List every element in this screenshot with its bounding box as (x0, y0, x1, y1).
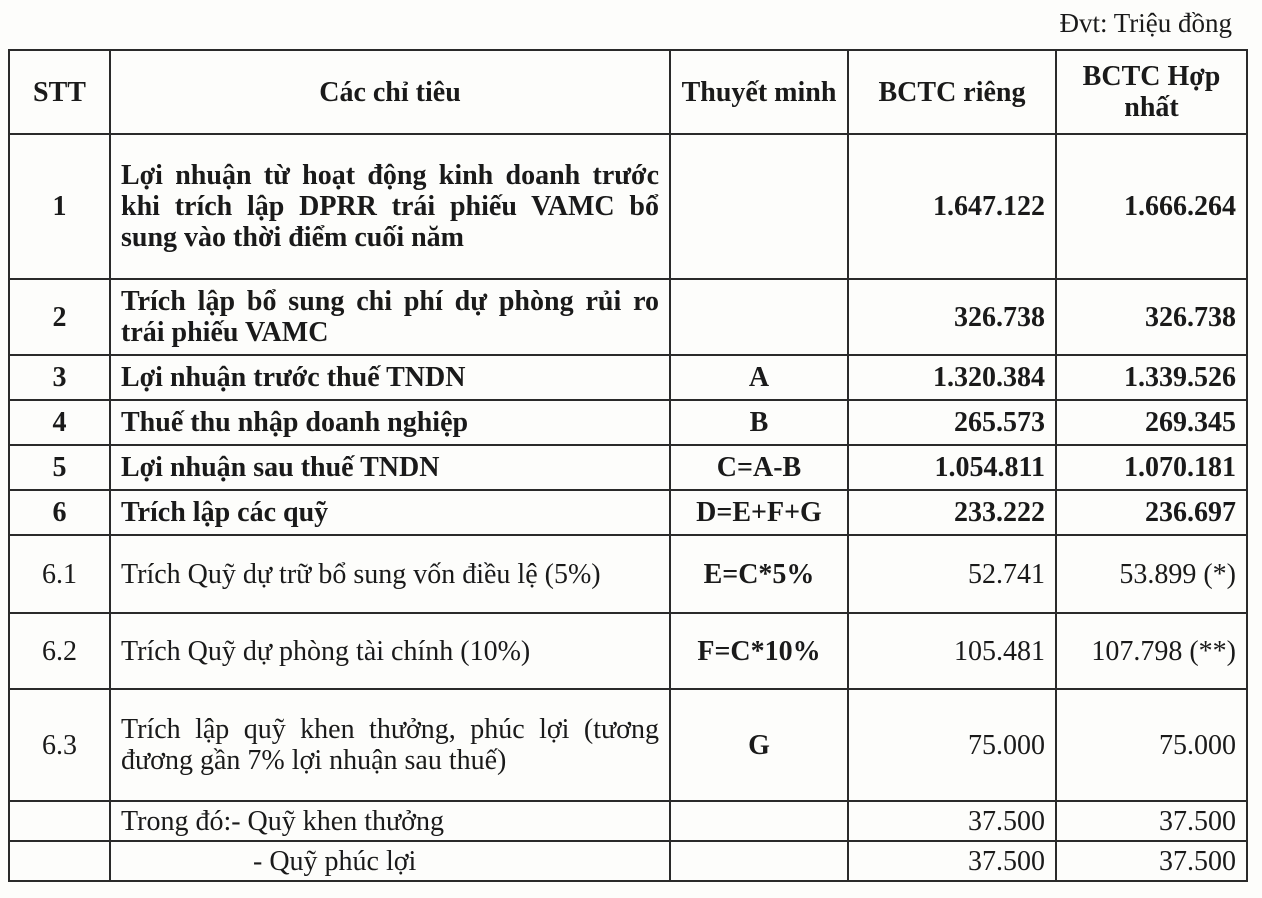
table-row (9, 841, 1247, 881)
row-note: B (670, 400, 848, 445)
row-consolidated: 269.345 (1056, 400, 1247, 445)
profit-distribution-table (8, 49, 1248, 882)
row-stt: 2 (9, 279, 110, 355)
table-row (9, 134, 1247, 279)
row-criteria: - Quỹ phúc lợi (110, 841, 670, 881)
row-criteria: Trích lập bổ sung chi phí dự phòng rủi ro trái phiếu VAMC (110, 279, 670, 355)
row-note (670, 279, 848, 355)
row-criteria: Lợi nhuận trước thuế TNDN (110, 355, 670, 400)
row-note: A (670, 355, 848, 400)
header-consolidated: BCTC Hợp nhất (1056, 50, 1247, 134)
table-row (9, 689, 1247, 801)
row-stt: 6.1 (9, 535, 110, 613)
row-separate: 105.481 (848, 613, 1056, 689)
row-stt: 6 (9, 490, 110, 535)
row-criteria: Trích lập quỹ khen thưởng, phúc lợi (tương đương gần 7% lợi nhuận sau thuế) (110, 689, 670, 801)
table-row (9, 400, 1247, 445)
row-criteria: Trong đó:- Quỹ khen thưởng (110, 801, 670, 841)
row-separate: 1.647.122 (848, 134, 1056, 279)
row-note (670, 801, 848, 841)
row-separate: 75.000 (848, 689, 1056, 801)
table-row (9, 279, 1247, 355)
unit-label: Đvt: Triệu đồng (1059, 8, 1232, 38)
table-row (9, 613, 1247, 689)
row-stt: 3 (9, 355, 110, 400)
row-separate: 326.738 (848, 279, 1056, 355)
row-separate: 52.741 (848, 535, 1056, 613)
row-criteria: Thuế thu nhập doanh nghiệp (110, 400, 670, 445)
row-consolidated: 53.899 (*) (1056, 535, 1247, 613)
table-row (9, 535, 1247, 613)
row-note (670, 841, 848, 881)
table-row (9, 355, 1247, 400)
row-stt: 1 (9, 134, 110, 279)
row-consolidated: 107.798 (**) (1056, 613, 1247, 689)
row-stt (9, 841, 110, 881)
row-criteria: Lợi nhuận sau thuế TNDN (110, 445, 670, 490)
row-criteria: Trích lập các quỹ (110, 490, 670, 535)
row-note (670, 134, 848, 279)
row-separate: 1.320.384 (848, 355, 1056, 400)
row-stt (9, 801, 110, 841)
row-stt: 5 (9, 445, 110, 490)
row-note: F=C*10% (670, 613, 848, 689)
table-row (9, 801, 1247, 841)
row-consolidated: 1.339.526 (1056, 355, 1247, 400)
table-row (9, 490, 1247, 535)
row-criteria: Lợi nhuận từ hoạt động kinh doanh trước khi trích lập DPRR trái phiếu VAMC bổ sung vào thời điểm cuối năm (110, 134, 670, 279)
row-consolidated: 236.697 (1056, 490, 1247, 535)
row-separate: 37.500 (848, 841, 1056, 881)
row-consolidated: 37.500 (1056, 801, 1247, 841)
row-stt: 6.2 (9, 613, 110, 689)
row-separate: 233.222 (848, 490, 1056, 535)
table-header-row (9, 50, 1247, 134)
header-separate: BCTC riêng (848, 50, 1056, 134)
row-note: E=C*5% (670, 535, 848, 613)
row-stt: 6.3 (9, 689, 110, 801)
row-separate: 37.500 (848, 801, 1056, 841)
row-separate: 1.054.811 (848, 445, 1056, 490)
row-note: G (670, 689, 848, 801)
row-criteria: Trích Quỹ dự trữ bổ sung vốn điều lệ (5%) (110, 535, 670, 613)
row-consolidated: 1.666.264 (1056, 134, 1247, 279)
row-consolidated: 75.000 (1056, 689, 1247, 801)
header-stt: STT (9, 50, 110, 134)
row-note: C=A-B (670, 445, 848, 490)
table-row (9, 445, 1247, 490)
row-note: D=E+F+G (670, 490, 848, 535)
row-separate: 265.573 (848, 400, 1056, 445)
row-consolidated: 1.070.181 (1056, 445, 1247, 490)
row-criteria: Trích Quỹ dự phòng tài chính (10%) (110, 613, 670, 689)
row-stt: 4 (9, 400, 110, 445)
row-consolidated: 37.500 (1056, 841, 1247, 881)
header-criteria: Các chỉ tiêu (110, 50, 670, 134)
row-consolidated: 326.738 (1056, 279, 1247, 355)
header-note: Thuyết minh (670, 50, 848, 134)
